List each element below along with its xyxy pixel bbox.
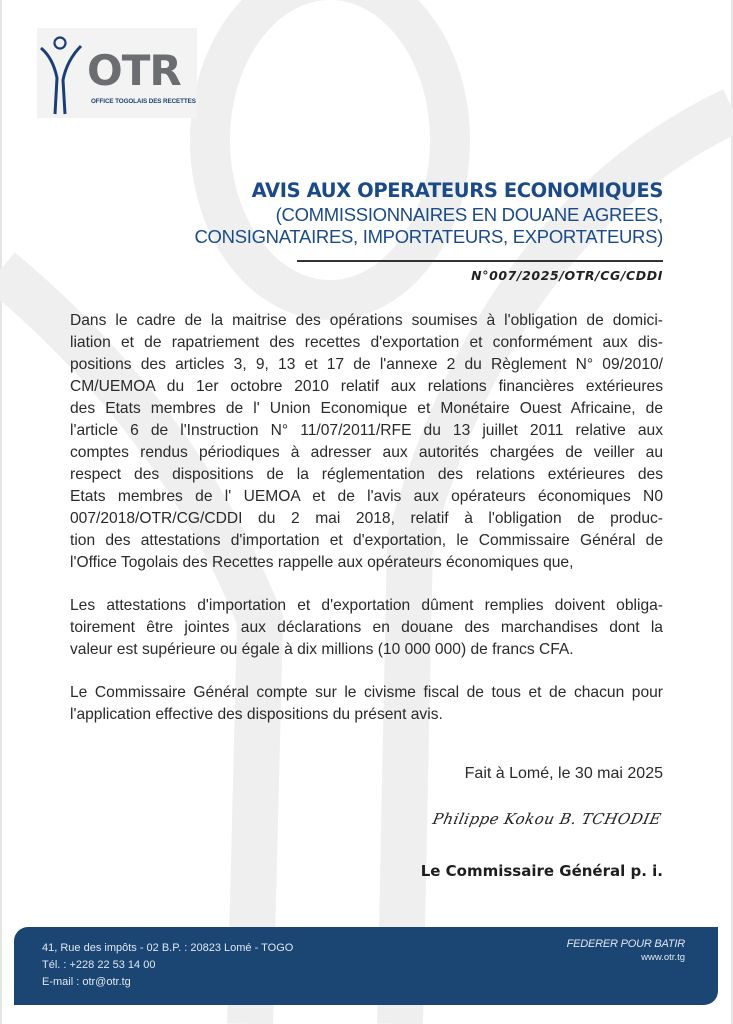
person-logo-icon [39,34,89,118]
logo-tagline: OFFICE TOGOLAIS DES RECETTES [91,98,196,105]
paragraph-line: comptes rendus périodiques à adresser aux autorités chargées de veiller au [70,444,663,461]
notice-reference: N°007/2025/OTR/CG/CDDI [471,268,663,283]
notice-body [70,310,663,747]
paragraph-line: toirement être jointes aux déclarations en douane des marchandises dont la [70,619,663,636]
footer-email[interactable]: E-mail : otr@otr.tg [42,976,131,988]
footer-band [14,927,718,1005]
paragraph-line: CM/UEMOA du 1er octobre 2010 relatif aux relations financières extérieures [70,378,663,395]
paragraph-line: tion des attestations d'importation et d'exportation, le Commissaire Général de [70,532,663,549]
paragraph-line: l'article 6 de l'Instruction N° 11/07/2011/RFE du 13 juillet 2011 relative aux [70,422,663,439]
paragraph-line: Les attestations d'importation et d'exportation dûment remplies doivent obliga- [70,597,663,614]
paragraph-line: l'Office Togolais des Recettes rappelle aux opérateurs économiques que, [70,554,574,571]
signature: Philippe Kokou B. TCHODIE [430,810,663,828]
footer-motto: FEDERER POUR BATIR [566,938,685,950]
footer-phone: Tél. : +228 22 53 14 00 [42,959,156,971]
paragraph-1 [70,310,663,574]
place-date: Fait à Lomé, le 30 mai 2025 [464,765,663,782]
signatory-title: Le Commissaire Général p. i. [420,862,663,880]
footer-contact [42,940,293,991]
paragraph-2 [70,595,663,661]
footer-address: 41, Rue des impôts - 02 B.P. : 20823 Lomé - TOGO [42,942,294,954]
paragraph-line: respect des dispositions de la réglementation des relations extérieures des [70,466,663,483]
paragraph-line: l'application effective des dispositions du présent avis. [70,706,443,723]
paragraph-line: valeur est supérieure ou égale à dix millions (10 000 000) de francs CFA. [70,641,574,658]
footer-branding [567,938,685,963]
notice-title: AVIS AUX OPERATEURS ECONOMIQUES [251,179,663,202]
notice-header [195,178,664,248]
logo-wordmark: OTR [87,46,181,95]
watermark-head [210,0,450,300]
paragraph-3 [70,682,663,726]
notice-subtitle-line1: (COMMISSIONNAIRES EN DOUANE AGREES, [275,204,663,225]
footer-website[interactable]: www.otr.tg [641,952,685,963]
paragraph-line: des Etats membres de l' Union Economique et Monétaire Ouest Africaine, de [70,400,663,417]
notice-subtitle-line2: CONSIGNATAIRES, IMPORTATEURS, EXPORTATEURS) [194,226,663,247]
otr-logo [37,28,197,118]
paragraph-line: Etats membres de l' UEMOA et de l'avis aux opérateurs économiques N0 [70,488,663,505]
paragraph-line: positions des articles 3, 9, 13 et 17 de l'annexe 2 du Règlement N° 09/2010/ [70,356,663,373]
paragraph-line: 007/2018/OTR/CG/CDDI du 2 mai 2018, relatif à l'obligation de produc- [70,510,663,527]
paragraph-line: Dans le cadre de la maitrise des opérations soumises à l'obligation de domici- [70,312,663,329]
header-divider [297,260,663,262]
paragraph-line: liation et de rapatriement des recettes d'exportation et conformément aux dis- [70,334,663,351]
paragraph-line: Le Commissaire Général compte sur le civisme fiscal de tous et de chacun pour [70,684,663,701]
